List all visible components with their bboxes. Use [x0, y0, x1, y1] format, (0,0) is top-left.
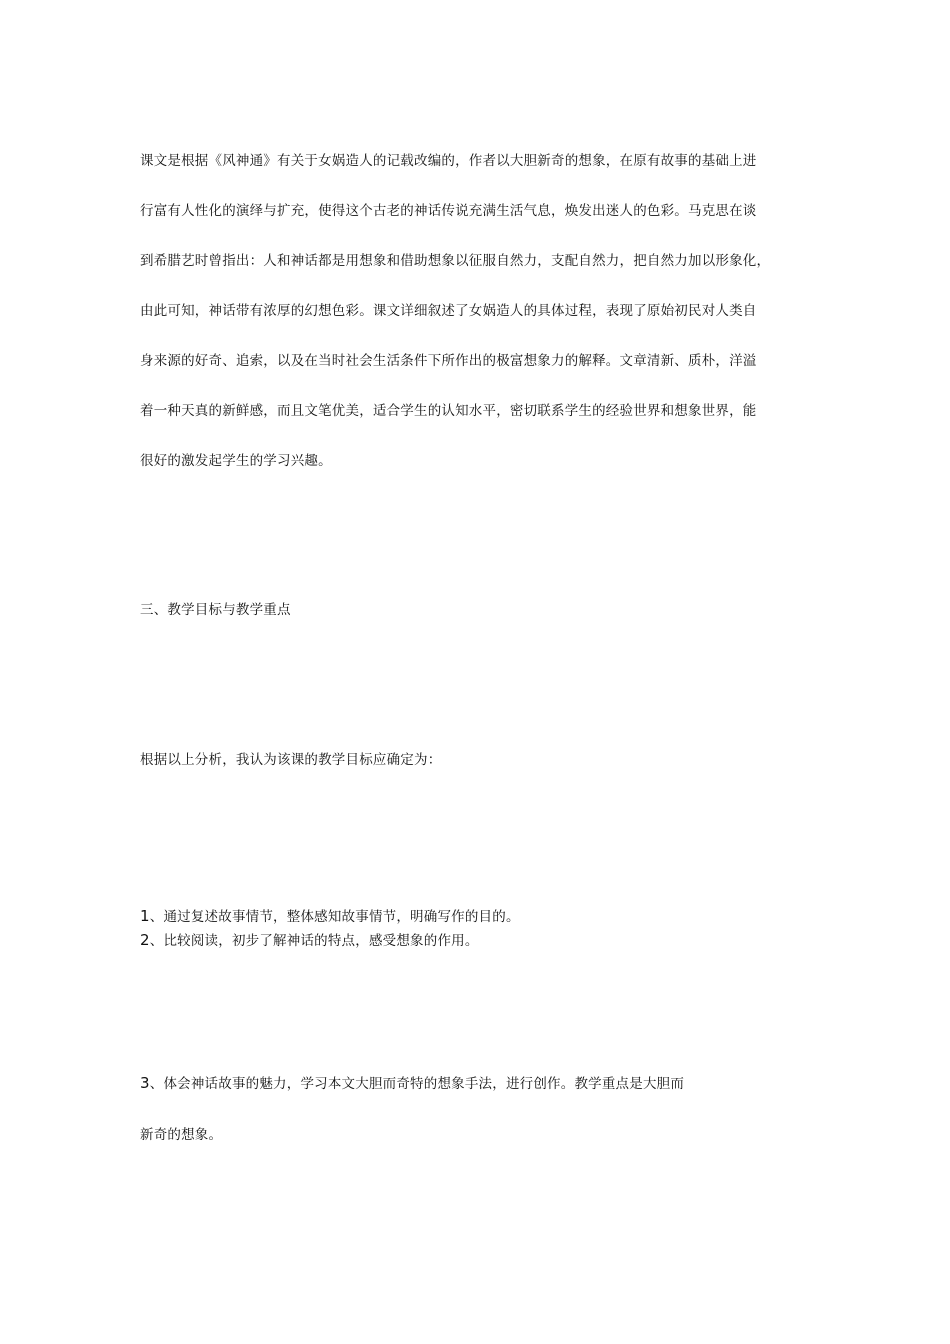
objective-item-3	[140, 1074, 684, 1093]
paragraph-line-1: 课文是根据《风神通》有关于女娲造人的记载改编的，作者以大胆新奇的想象，在原有故事的基础上进	[140, 153, 757, 169]
objective-number: 3	[140, 1074, 150, 1092]
objective-item-3-continuation: 新奇的想象。	[140, 1127, 223, 1143]
paragraph-line-3: 到希腊艺时曾指出：人和神话都是用想象和借助想象以征服自然力，支配自然力，把自然力加以形象化，	[140, 253, 771, 269]
objective-text: 、体会神话故事的魅力，学习本文大胆而奇特的想象手法，进行创作。教学重点是大胆而	[149, 1076, 685, 1092]
paragraph-line-4: 由此可知，神话带有浓厚的幻想色彩。课文详细叙述了女娲造人的具体过程，表现了原始初民对人类自	[140, 303, 757, 319]
paragraph-line-6: 着一种天真的新鲜感，而且文笔优美，适合学生的认知水平，密切联系学生的经验世界和想象世界，能	[140, 403, 757, 419]
objective-item-2	[140, 931, 479, 950]
paragraph-line-2: 行富有人性化的演绎与扩充，使得这个古老的神话传说充满生活气息，焕发出迷人的色彩。马克思在谈	[140, 203, 757, 219]
paragraph-line-7: 很好的激发起学生的学习兴趣。	[140, 453, 332, 469]
paragraph-line-5: 身来源的好奇、追索，以及在当时社会生活条件下所作出的极富想象力的解释。文章清新、质朴，洋溢	[140, 353, 757, 369]
objective-text: 、通过复述故事情节，整体感知故事情节，明确写作的目的。	[149, 909, 520, 925]
objective-number: 1	[140, 907, 150, 925]
objective-text: 、比较阅读，初步了解神话的特点，感受想象的作用。	[149, 933, 479, 949]
objective-item-1	[140, 907, 520, 926]
objectives-intro: 根据以上分析，我认为该课的教学目标应确定为：	[140, 752, 442, 768]
objective-number: 2	[140, 931, 150, 949]
section-heading: 三、教学目标与教学重点	[140, 602, 291, 618]
